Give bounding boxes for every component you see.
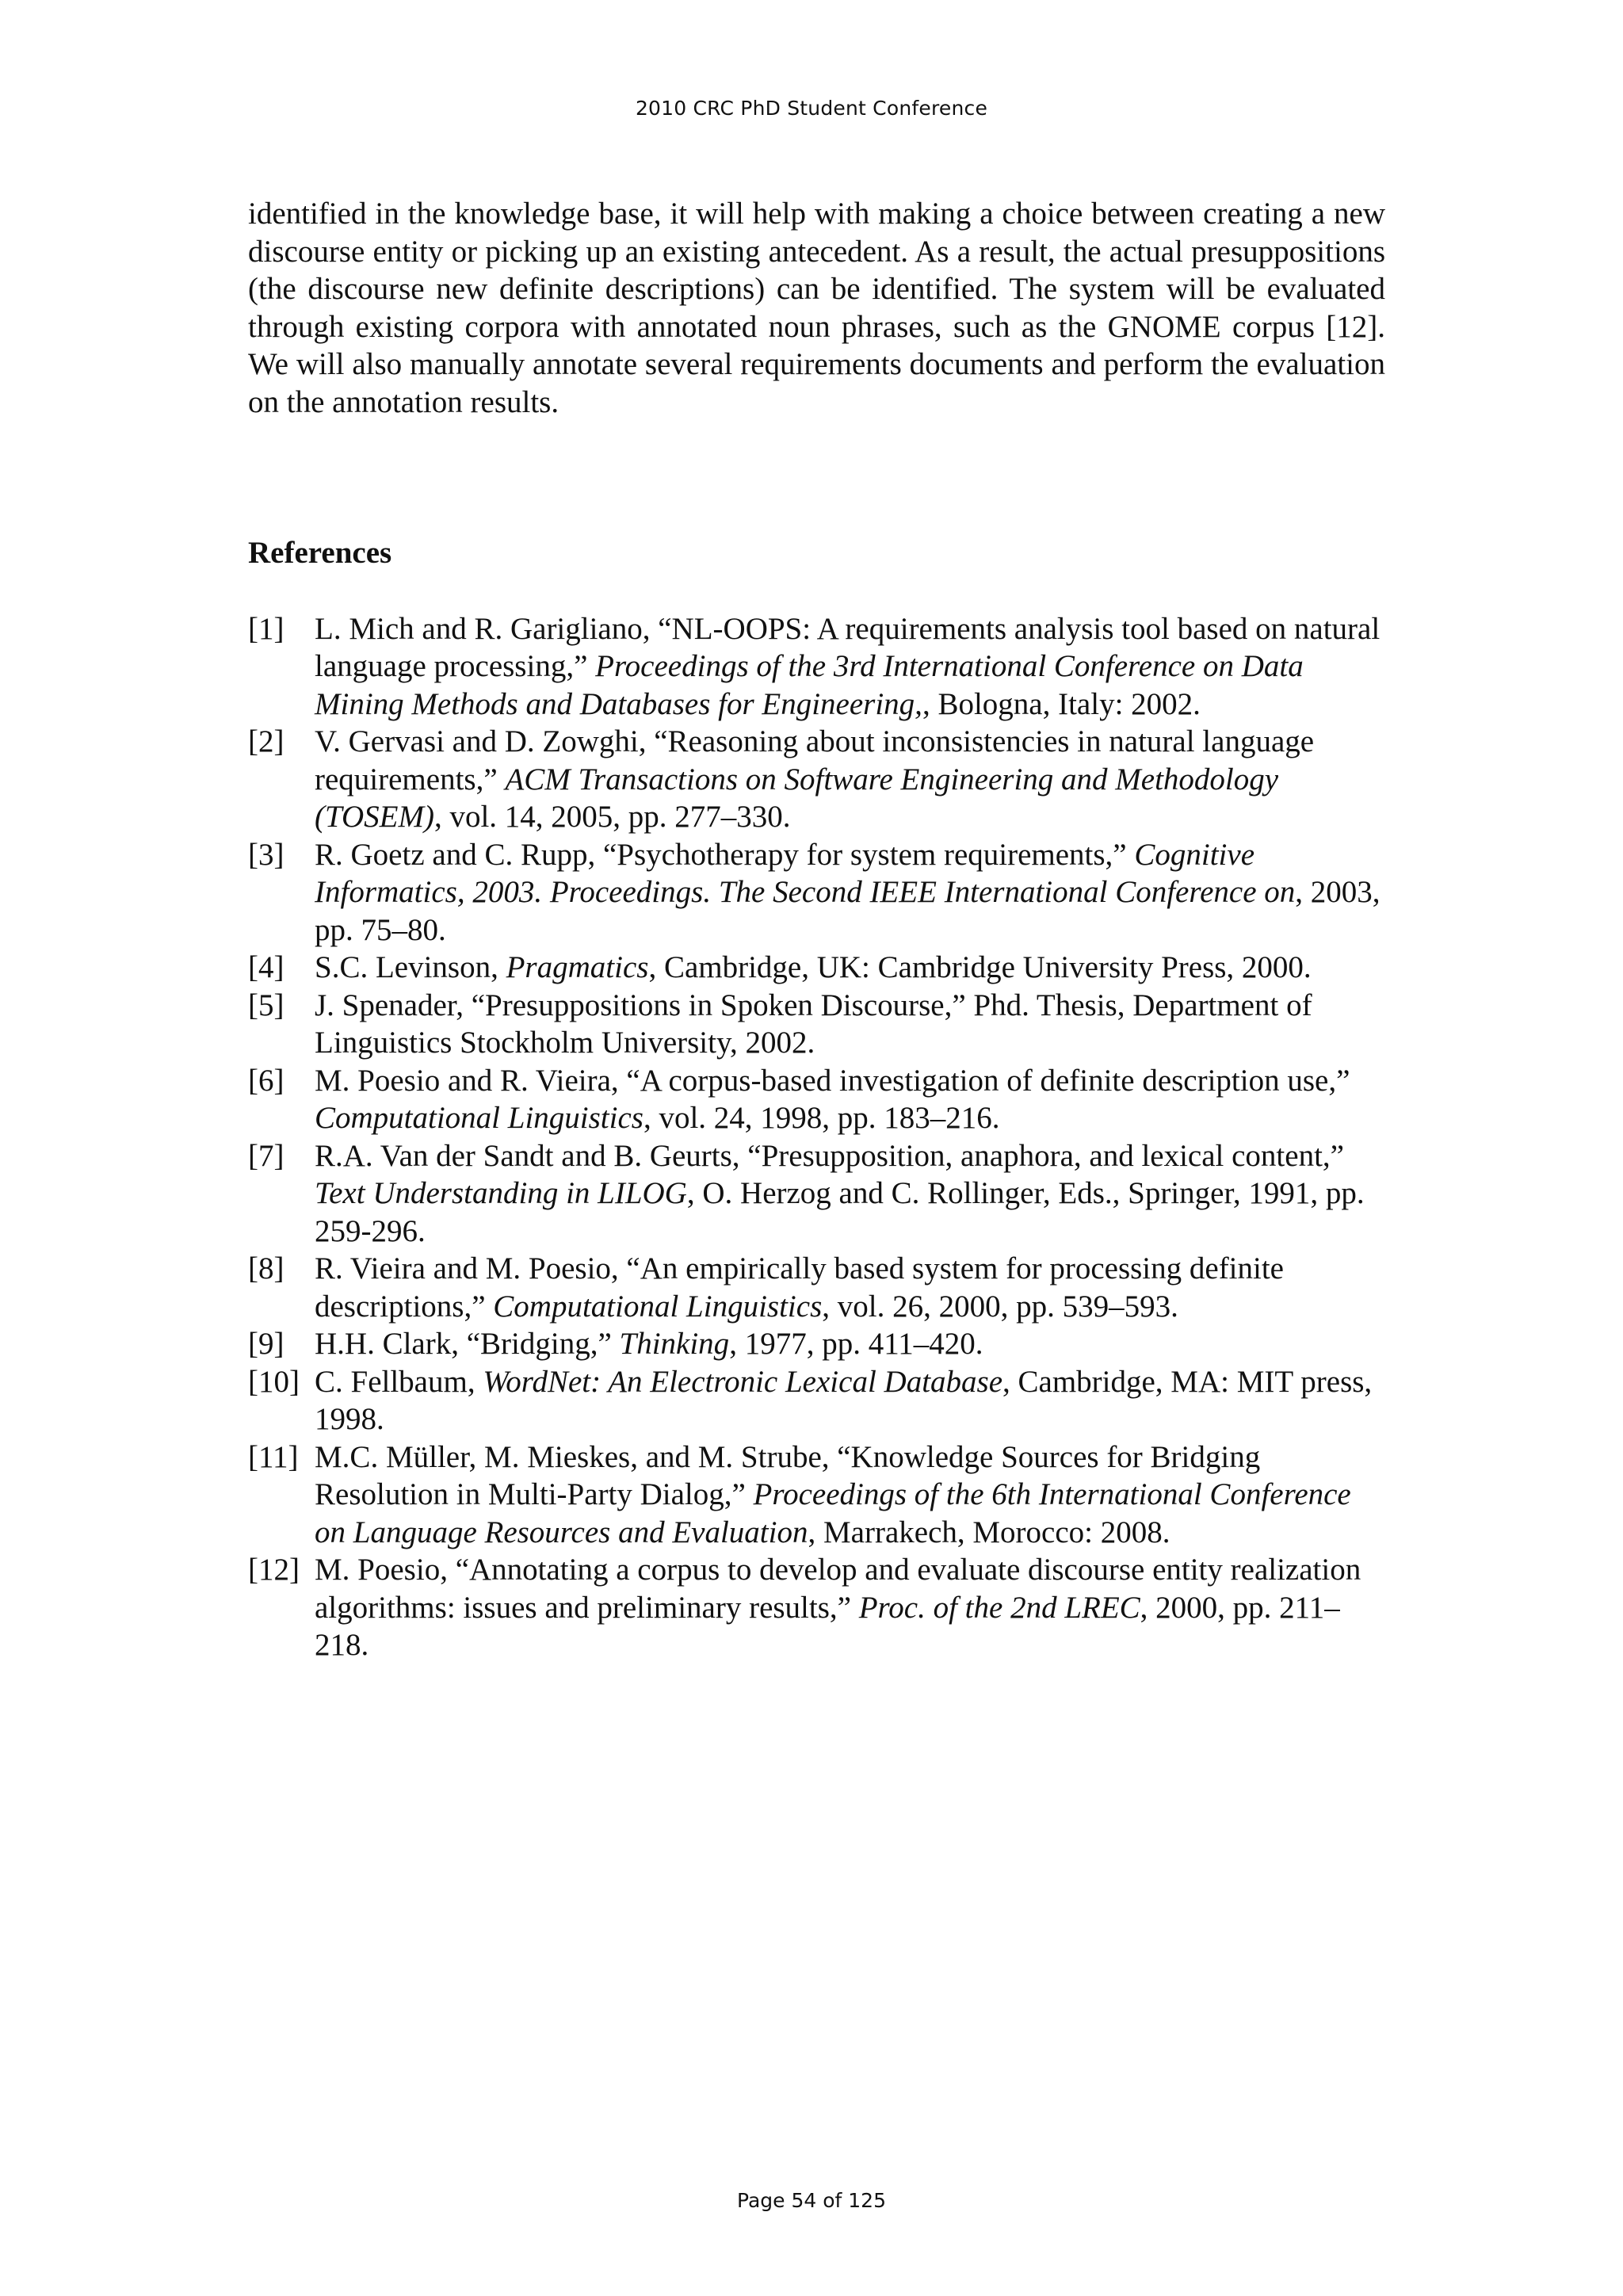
reference-details: , vol. 26, 2000, pp. 539–593. bbox=[822, 1289, 1178, 1324]
reference-text bbox=[315, 1139, 1365, 1248]
reference-details: , 2000, pp. 211–218. bbox=[315, 1590, 1340, 1662]
reference-text bbox=[315, 724, 1314, 834]
reference-authors-title: S.C. Levinson, bbox=[315, 950, 506, 984]
reference-number: [8] bbox=[248, 1251, 285, 1286]
reference-text bbox=[315, 1440, 1351, 1549]
reference-authors-title: C. Fellbaum, bbox=[315, 1364, 483, 1399]
page-number-footer: Page 54 of 125 bbox=[737, 2189, 886, 2212]
reference-authors-title: R. Goetz and C. Rupp, “Psychotherapy for system requirements,” bbox=[315, 837, 1135, 872]
reference-item-11 bbox=[248, 1438, 1385, 1552]
page-content bbox=[248, 195, 1385, 1664]
reference-text bbox=[315, 612, 1380, 721]
reference-details: , Cambridge, UK: Cambridge University Press, 2000. bbox=[648, 950, 1312, 984]
reference-venue: Thinking bbox=[619, 1327, 730, 1361]
reference-authors-title: M.C. Müller, M. Mieskes, and M. Strube, “Knowledge Sources for Bridging Resolution in Multi-Party Dialog,” bbox=[315, 1439, 1261, 1511]
reference-item-3 bbox=[248, 836, 1385, 949]
reference-item-6 bbox=[248, 1062, 1385, 1137]
body-paragraph: identified in the knowledge base, it will help with making a choice between creating a new discourse entity or picking up an existing antecedent. As a result, the actual presuppositions (the discourse new definite descriptions) can be identified. The system will be evaluated through existing corpora with annotated noun phrases, such as the GNOME corpus [12]. We will also manually annotate several requirements documents and perform the evaluation on the annotation results. bbox=[248, 197, 1385, 419]
reference-venue: Pragmatics bbox=[506, 950, 649, 984]
reference-details: , 2003, pp. 75–80. bbox=[315, 875, 1381, 947]
reference-venue: WordNet: An Electronic Lexical Database bbox=[483, 1364, 1003, 1399]
running-header: 2010 CRC PhD Student Conference bbox=[635, 97, 988, 120]
reference-venue: Cognitive Informatics, 2003. Proceedings. The Second IEEE International Conference on bbox=[315, 837, 1296, 909]
reference-authors-title: M. Poesio and R. Vieira, “A corpus-based investigation of definite description use,” bbox=[315, 1063, 1350, 1098]
reference-text bbox=[315, 950, 1312, 984]
reference-details: , vol. 24, 1998, pp. 183–216. bbox=[643, 1101, 1000, 1135]
reference-details: , O. Herzog and C. Rollinger, Eds., Springer, 1991, pp. 259-296. bbox=[315, 1176, 1365, 1248]
reference-item-10 bbox=[248, 1363, 1385, 1438]
reference-venue: Computational Linguistics bbox=[493, 1289, 823, 1324]
reference-authors-title: H.H. Clark, “Bridging,” bbox=[315, 1327, 620, 1361]
reference-number: [4] bbox=[248, 950, 285, 984]
reference-number: [1] bbox=[248, 611, 285, 646]
reference-authors-title: R.A. Van der Sandt and B. Geurts, “Presupposition, anaphora, and lexical content,” bbox=[315, 1138, 1344, 1173]
reference-item-1 bbox=[248, 610, 1385, 724]
reference-number: [6] bbox=[248, 1063, 285, 1098]
reference-authors-title: V. Gervasi and D. Zowghi, “Reasoning about inconsistencies in natural language requirements,” bbox=[315, 724, 1315, 797]
references-heading: References bbox=[248, 536, 392, 570]
reference-authors-title: J. Spenader, “Presuppositions in Spoken Discourse,” Phd. Thesis, Department of Linguistics Stockholm University, 2002. bbox=[315, 988, 1312, 1060]
reference-text bbox=[315, 1365, 1372, 1437]
reference-item-7 bbox=[248, 1137, 1385, 1251]
reference-venue: Proc. of the 2nd LREC bbox=[858, 1590, 1140, 1625]
reference-item-9 bbox=[248, 1325, 1385, 1363]
reference-item-4 bbox=[248, 949, 1385, 987]
reference-details: , Marrakech, Morocco: 2008. bbox=[808, 1515, 1170, 1549]
reference-number: [9] bbox=[248, 1327, 285, 1361]
reference-number: [10] bbox=[248, 1364, 300, 1399]
reference-number: [12] bbox=[248, 1553, 300, 1587]
reference-number: [11] bbox=[248, 1439, 299, 1474]
reference-item-5 bbox=[248, 987, 1385, 1062]
reference-item-12 bbox=[248, 1551, 1385, 1664]
reference-venue: Computational Linguistics bbox=[315, 1101, 643, 1135]
reference-details: , 1977, pp. 411–420. bbox=[729, 1327, 983, 1361]
reference-authors-title: M. Poesio, “Annotating a corpus to develop and evaluate discourse entity realization algorithms: issues and preliminary results,” bbox=[315, 1553, 1361, 1625]
reference-venue: Proceedings of the 3rd International Conference on Data Mining Methods and Databases for Engineering, bbox=[315, 649, 1304, 721]
reference-details: , Bologna, Italy: 2002. bbox=[922, 686, 1201, 721]
reference-item-8 bbox=[248, 1250, 1385, 1325]
reference-text bbox=[315, 1064, 1350, 1136]
reference-venue: Text Understanding in LILOG bbox=[315, 1176, 687, 1210]
reference-venue: ACM Transactions on Software Engineering and Methodology (TOSEM) bbox=[315, 762, 1279, 834]
reference-details: , Cambridge, MA: MIT press, 1998. bbox=[315, 1364, 1373, 1436]
reference-number: [2] bbox=[248, 724, 285, 758]
reference-text bbox=[315, 1553, 1361, 1662]
reference-authors-title: R. Vieira and M. Poesio, “An empirically based system for processing definite descriptions,” bbox=[315, 1251, 1284, 1324]
reference-authors-title: L. Mich and R. Garigliano, “NL-OOPS: A requirements analysis tool based on natural language processing,” bbox=[315, 611, 1381, 683]
reference-text bbox=[315, 1327, 983, 1361]
reference-number: [3] bbox=[248, 837, 285, 872]
reference-text bbox=[315, 1251, 1284, 1324]
reference-venue: Proceedings of the 6th International Conference on Language Resources and Evaluation bbox=[315, 1477, 1351, 1549]
reference-details: , vol. 14, 2005, pp. 277–330. bbox=[433, 800, 791, 834]
reference-text bbox=[315, 988, 1312, 1060]
references-list bbox=[248, 610, 1385, 1664]
reference-text bbox=[315, 838, 1381, 947]
reference-number: [7] bbox=[248, 1138, 285, 1173]
reference-item-2 bbox=[248, 723, 1385, 836]
reference-number: [5] bbox=[248, 988, 285, 1022]
